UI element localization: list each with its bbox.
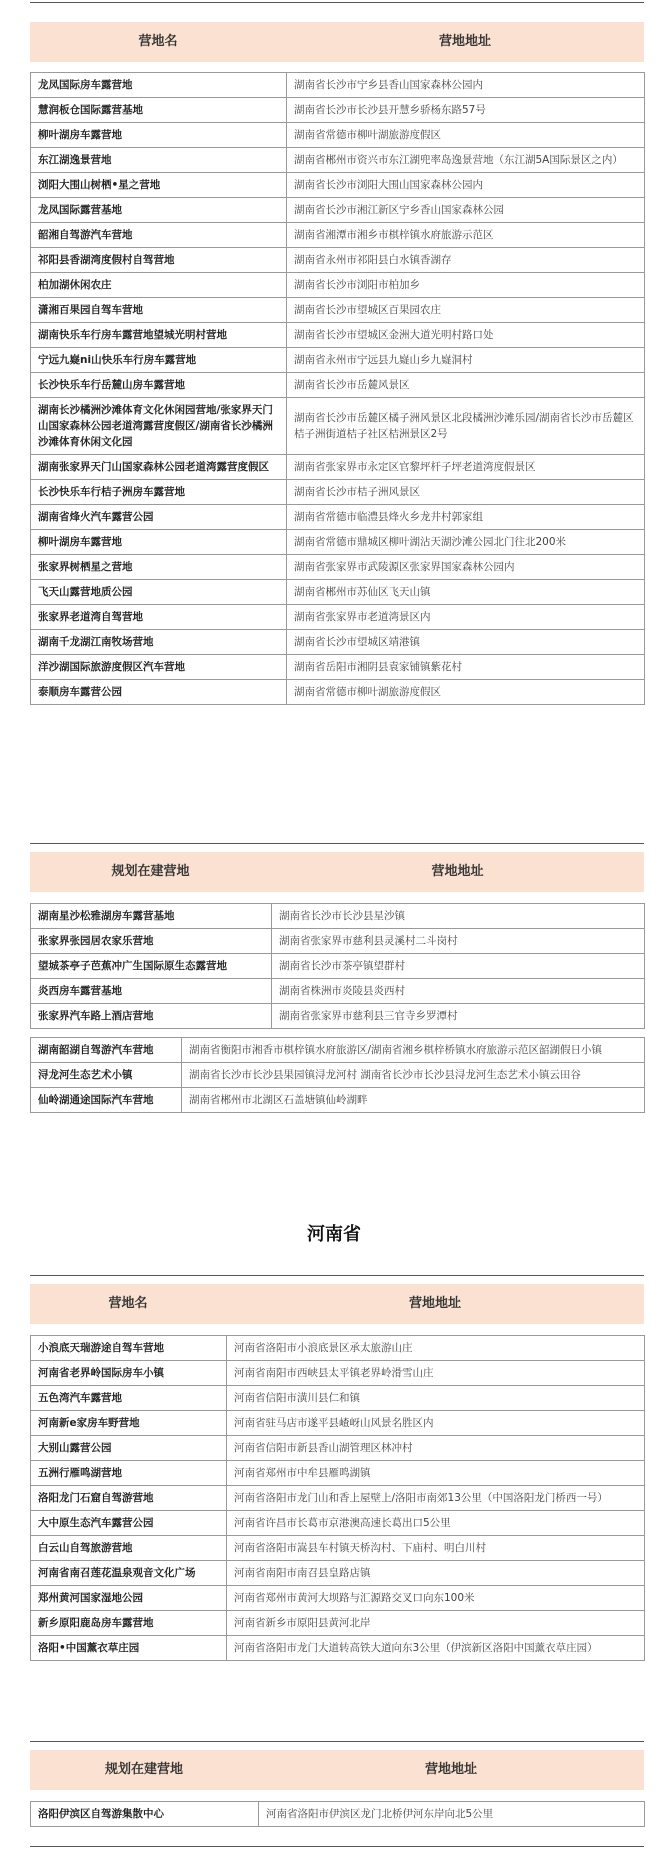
section-rule bbox=[30, 1741, 644, 1742]
campsite-address: 河南省洛阳市小浪底景区承太旅游山庄 bbox=[227, 1336, 645, 1361]
campsite-name: 浏阳大围山树栖•星之营地 bbox=[31, 173, 287, 198]
campsite-name: 大中原生态汽车露营公园 bbox=[31, 1511, 227, 1536]
table-row bbox=[31, 505, 645, 530]
table-header-2 bbox=[30, 852, 644, 892]
section-rule bbox=[30, 1275, 644, 1276]
table-row bbox=[31, 979, 645, 1004]
campsite-address: 河南省驻马店市遂平县嵖岈山风景名胜区内 bbox=[227, 1411, 645, 1436]
table-row bbox=[31, 1386, 645, 1411]
campsite-address: 湖南省长沙市长沙县果园镇浔龙河村 湖南省长沙市长沙县浔龙河生态艺术小镇云田谷 bbox=[182, 1063, 645, 1088]
table-row bbox=[31, 1063, 645, 1088]
table-row bbox=[31, 273, 645, 298]
campsite-address: 河南省信阳市新县香山湖管理区林冲村 bbox=[227, 1436, 645, 1461]
table-header-1 bbox=[30, 22, 644, 62]
header-address: 营地地址 bbox=[438, 34, 491, 49]
campsite-address: 河南省洛阳市伊滨区龙门北桥伊河东岸向北5公里 bbox=[259, 1802, 645, 1827]
campsite-name: 张家界树栖星之营地 bbox=[31, 555, 287, 580]
campsite-table-henan bbox=[30, 1335, 645, 1661]
table-row bbox=[31, 198, 645, 223]
campsite-address: 湖南省长沙市岳麓风景区 bbox=[287, 373, 645, 398]
campsite-name: 洛阳龙门石窟自驾游营地 bbox=[31, 1486, 227, 1511]
table-row bbox=[31, 1461, 645, 1486]
campsite-address: 河南省洛阳市龙门山和香上屋壁上/洛阳市南郊13公里（中国洛阳龙门桥西一号） bbox=[227, 1486, 645, 1511]
campsite-name: 湖南韶湖自驾游汽车营地 bbox=[31, 1038, 182, 1063]
table-row bbox=[31, 348, 645, 373]
campsite-name: 张家界老道湾自驾营地 bbox=[31, 605, 287, 630]
campsite-name: 新乡原阳鹿岛房车露营地 bbox=[31, 1611, 227, 1636]
campsite-address: 湖南省长沙市望城区靖港镇 bbox=[287, 630, 645, 655]
table-row bbox=[31, 1336, 645, 1361]
table-row bbox=[31, 480, 645, 505]
campsite-address: 湖南省张家界市永定区官黎坪杆子坪老道湾度假景区 bbox=[287, 455, 645, 480]
campsite-address: 湖南省长沙市望城区金洲大道光明村路口处 bbox=[287, 323, 645, 348]
campsite-address: 湖南省常德市柳叶湖旅游度假区 bbox=[287, 123, 645, 148]
campsite-name: 慧润板仓国际露营基地 bbox=[31, 98, 287, 123]
campsite-address: 湖南省永州市祁阳县白水镇香湖存 bbox=[287, 248, 645, 273]
campsite-address: 湖南省张家界市慈利县三官寺乡罗潭村 bbox=[272, 1004, 645, 1029]
campsite-address: 湖南省长沙市宁乡县香山国家森林公园内 bbox=[287, 73, 645, 98]
table-row bbox=[31, 298, 645, 323]
campsite-address: 湖南省张家界市慈利县灵溪村二斗岗村 bbox=[272, 929, 645, 954]
campsite-table-hunan bbox=[30, 72, 645, 705]
campsite-name: 河南省老界岭国际房车小镇 bbox=[31, 1361, 227, 1386]
campsite-name: 大别山露营公园 bbox=[31, 1436, 227, 1461]
campsite-name: 龙凤国际露营基地 bbox=[31, 198, 287, 223]
table-row bbox=[31, 398, 645, 455]
campsite-name: 湖南千龙湖江南牧场营地 bbox=[31, 630, 287, 655]
table-row bbox=[31, 1536, 645, 1561]
table-row bbox=[31, 1511, 645, 1536]
campsite-address: 湖南省长沙市望城区百果园农庄 bbox=[287, 298, 645, 323]
table-row bbox=[31, 580, 645, 605]
campsite-address: 湖南省湘潭市湘乡市棋梓镇水府旅游示范区 bbox=[287, 223, 645, 248]
table-row bbox=[31, 455, 645, 480]
campsite-address: 湖南省郴州市苏仙区飞天山镇 bbox=[287, 580, 645, 605]
table-row bbox=[31, 1038, 645, 1063]
planned-table-hunan-2 bbox=[30, 1037, 645, 1113]
campsite-address: 湖南省长沙市长沙县开慧乡骄杨东路57号 bbox=[287, 98, 645, 123]
campsite-name: 长沙快乐车行岳麓山房车露营地 bbox=[31, 373, 287, 398]
header-address: 营地地址 bbox=[408, 1296, 461, 1311]
campsite-name: 潇湘百果园自驾车营地 bbox=[31, 298, 287, 323]
table-row bbox=[31, 1088, 645, 1113]
campsite-address: 河南省郑州市中牟县雁鸣湖镇 bbox=[227, 1461, 645, 1486]
header-address: 营地地址 bbox=[431, 864, 484, 879]
campsite-name: 柳叶湖房车露营地 bbox=[31, 123, 287, 148]
campsite-name: 韶湘自驾游汽车营地 bbox=[31, 223, 287, 248]
campsite-name: 柏加湖休闲农庄 bbox=[31, 273, 287, 298]
campsite-address: 湖南省长沙市桔子洲风景区 bbox=[287, 480, 645, 505]
campsite-name: 湖南省烽火汽车露营公园 bbox=[31, 505, 287, 530]
campsite-address: 河南省信阳市潢川县仁和镇 bbox=[227, 1386, 645, 1411]
campsite-address: 河南省南阳市南召县皇路店镇 bbox=[227, 1561, 645, 1586]
header-name: 营地名 bbox=[138, 34, 178, 49]
campsite-name: 飞天山露营地质公园 bbox=[31, 580, 287, 605]
table-row bbox=[31, 148, 645, 173]
campsite-address: 湖南省长沙市茶亭镇望群村 bbox=[272, 954, 645, 979]
table-row bbox=[31, 223, 645, 248]
section-rule bbox=[30, 843, 644, 844]
table-row bbox=[31, 1586, 645, 1611]
campsite-name: 湖南星沙松雅湖房车露营基地 bbox=[31, 904, 272, 929]
campsite-address: 湖南省长沙市浏阳市柏加乡 bbox=[287, 273, 645, 298]
campsite-address: 湖南省常德市鼎城区柳叶湖沾天湖沙滩公园北门往北200米 bbox=[287, 530, 645, 555]
campsite-address: 河南省南阳市西峡县太平镇老界岭滑雪山庄 bbox=[227, 1361, 645, 1386]
campsite-name: 河南省南召莲花温泉观音文化广场 bbox=[31, 1561, 227, 1586]
table-row bbox=[31, 555, 645, 580]
bottom-rule bbox=[30, 1846, 644, 1847]
campsite-address: 湖南省长沙市湘江新区宁乡香山国家森林公园 bbox=[287, 198, 645, 223]
campsite-name: 仙岭湖通途国际汽车营地 bbox=[31, 1088, 182, 1113]
campsite-address: 湖南省张家界市老道湾景区内 bbox=[287, 605, 645, 630]
table-row bbox=[31, 248, 645, 273]
campsite-name: 泰顺房车露营公园 bbox=[31, 680, 287, 705]
campsite-name: 洋沙湖国际旅游度假区汽车营地 bbox=[31, 655, 287, 680]
campsite-name: 东江湖逸景营地 bbox=[31, 148, 287, 173]
header-name: 规划在建营地 bbox=[111, 864, 190, 879]
campsite-name: 洛阳伊滨区自驾游集散中心 bbox=[31, 1802, 259, 1827]
campsite-address: 湖南省郴州市资兴市东江湖兜率岛逸景营地（东江湖5A国际景区之内） bbox=[287, 148, 645, 173]
table-row bbox=[31, 680, 645, 705]
campsite-address: 河南省洛阳市龙门大道转高铁大道向东3公里（伊滨新区洛阳中国薰衣草庄园） bbox=[227, 1636, 645, 1661]
campsite-address: 湖南省常德市临澧县烽火乡龙井村郭家组 bbox=[287, 505, 645, 530]
table-row bbox=[31, 123, 645, 148]
header-name: 营地名 bbox=[108, 1296, 148, 1311]
table-header-4 bbox=[30, 1750, 644, 1790]
campsite-name: 郑州黄河国家湿地公园 bbox=[31, 1586, 227, 1611]
campsite-name: 长沙快乐车行桔子洲房车露营地 bbox=[31, 480, 287, 505]
table-row bbox=[31, 323, 645, 348]
campsite-name: 小浪底天瑞游途自驾车营地 bbox=[31, 1336, 227, 1361]
campsite-address: 湖南省长沙市岳麓区橘子洲风景区北段橘洲沙滩乐园/湖南省长沙市岳麓区桔子洲街道桔子社区桔洲景区2号 bbox=[287, 398, 645, 455]
campsite-name: 龙凤国际房车露营地 bbox=[31, 73, 287, 98]
table-row bbox=[31, 954, 645, 979]
table-row bbox=[31, 904, 645, 929]
table-row bbox=[31, 605, 645, 630]
campsite-name: 张家界张园居农家乐营地 bbox=[31, 929, 272, 954]
table-row bbox=[31, 73, 645, 98]
campsite-address: 湖南省岳阳市湘阴县袁家铺镇紫花村 bbox=[287, 655, 645, 680]
campsite-name: 张家界汽车路上酒店营地 bbox=[31, 1004, 272, 1029]
header-address: 营地地址 bbox=[424, 1762, 477, 1777]
planned-table-henan bbox=[30, 1801, 645, 1827]
table-row bbox=[31, 1004, 645, 1029]
campsite-name: 河南新e家房车野营地 bbox=[31, 1411, 227, 1436]
campsite-address: 湖南省常德市柳叶湖旅游度假区 bbox=[287, 680, 645, 705]
campsite-name: 祁阳县香湖湾度假村自驾营地 bbox=[31, 248, 287, 273]
table-row bbox=[31, 1436, 645, 1461]
table-row bbox=[31, 1636, 645, 1661]
table-row bbox=[31, 1611, 645, 1636]
campsite-name: 望城茶亭子芭蕉冲广生国际原生态露营地 bbox=[31, 954, 272, 979]
campsite-address: 河南省郑州市黄河大坝路与汇源路交叉口向东100米 bbox=[227, 1586, 645, 1611]
campsite-address: 湖南省张家界市武陵源区张家界国家森林公园内 bbox=[287, 555, 645, 580]
planned-table-hunan bbox=[30, 903, 645, 1029]
campsite-name: 湖南快乐车行房车露营地望城光明村营地 bbox=[31, 323, 287, 348]
table-row bbox=[31, 98, 645, 123]
campsite-address: 河南省新乡市原阳县黄河北岸 bbox=[227, 1611, 645, 1636]
top-rule bbox=[30, 2, 644, 3]
table-row bbox=[31, 1361, 645, 1386]
campsite-name: 白云山自驾旅游营地 bbox=[31, 1536, 227, 1561]
campsite-name: 浔龙河生态艺术小镇 bbox=[31, 1063, 182, 1088]
campsite-address: 湖南省衡阳市湘香市棋梓镇水府旅游区/湖南省湘乡棋梓桥镇水府旅游示范区韶湖假日小镇 bbox=[182, 1038, 645, 1063]
campsite-name: 宁远九嶷ni山快乐车行房车露营地 bbox=[31, 348, 287, 373]
table-row bbox=[31, 1561, 645, 1586]
province-title: 河南省 bbox=[307, 1224, 361, 1245]
campsite-name: 柳叶湖房车露营地 bbox=[31, 530, 287, 555]
campsite-address: 湖南省永州市宁远县九嶷山乡九嶷洞村 bbox=[287, 348, 645, 373]
campsite-address: 湖南省长沙市浏阳大围山国家森林公园内 bbox=[287, 173, 645, 198]
table-row bbox=[31, 929, 645, 954]
campsite-address: 河南省许昌市长葛市京港澳高速长葛出口5公里 bbox=[227, 1511, 645, 1536]
campsite-name: 湖南长沙橘洲沙滩体育文化休闲园营地/张家界天门山国家森林公园老道湾露营度假区/湖南省长沙橘洲沙滩体育休闲文化园 bbox=[31, 398, 287, 455]
campsite-address: 河南省洛阳市嵩县车村镇天桥沟村、下庙村、明白川村 bbox=[227, 1536, 645, 1561]
table-row bbox=[31, 655, 645, 680]
campsite-name: 五色湾汽车露营地 bbox=[31, 1386, 227, 1411]
campsite-name: 五洲行雁鸣湖营地 bbox=[31, 1461, 227, 1486]
campsite-name: 炎西房车露营基地 bbox=[31, 979, 272, 1004]
table-row bbox=[31, 630, 645, 655]
campsite-address: 湖南省郴州市北湖区石盖塘镇仙岭湖畔 bbox=[182, 1088, 645, 1113]
table-header-3 bbox=[30, 1284, 644, 1324]
campsite-address: 湖南省株洲市炎陵县炎西村 bbox=[272, 979, 645, 1004]
campsite-name: 湖南张家界天门山国家森林公园老道湾露营度假区 bbox=[31, 455, 287, 480]
campsite-address: 湖南省长沙市长沙县星沙镇 bbox=[272, 904, 645, 929]
table-row bbox=[31, 373, 645, 398]
table-row bbox=[31, 1411, 645, 1436]
table-row bbox=[31, 1802, 645, 1827]
table-row bbox=[31, 530, 645, 555]
table-row bbox=[31, 173, 645, 198]
campsite-name: 洛阳•中国薰衣草庄园 bbox=[31, 1636, 227, 1661]
header-name: 规划在建营地 bbox=[104, 1762, 183, 1777]
table-row bbox=[31, 1486, 645, 1511]
